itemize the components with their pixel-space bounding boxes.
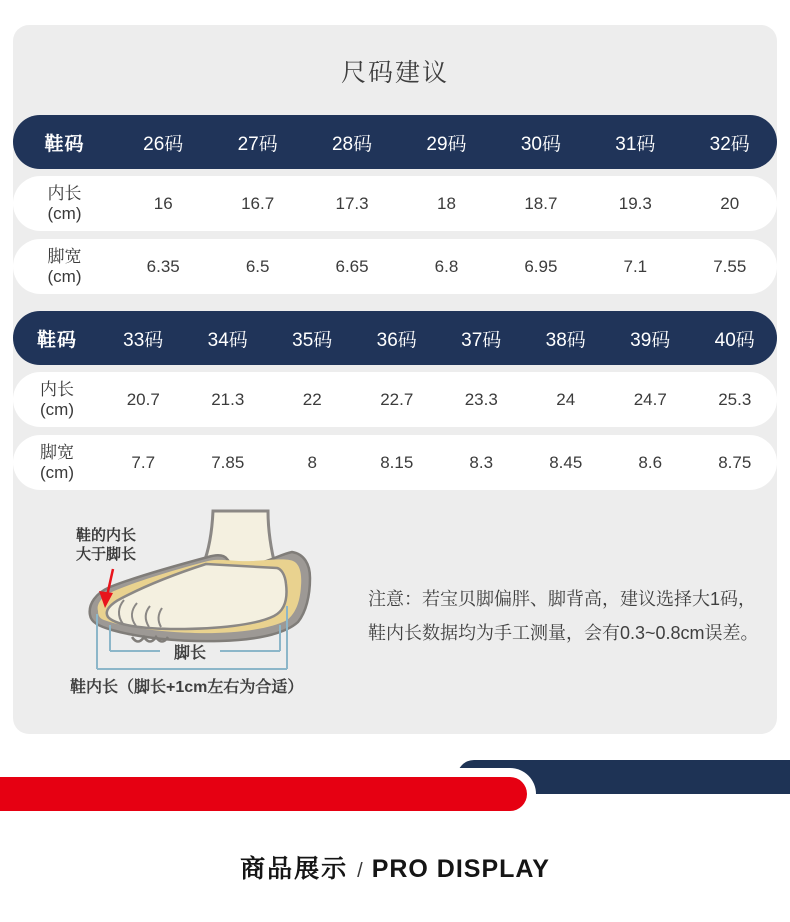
page-title: 尺码建议 [340,59,449,87]
table-value: 19.3 [618,193,652,213]
foot-measure-diagram [60,508,350,708]
table-value: 7.7 [131,452,156,472]
size-table-large [13,311,777,490]
table-value: 21.3 [211,389,245,409]
table-value: 8.3 [469,452,494,472]
note-line-2: 鞋内长数据均为手工测量，会有0.3~0.8cm误差。 [368,623,759,643]
inner-length-row [13,176,777,231]
size-table-large-header [13,311,777,365]
size-guide-card [13,25,777,734]
table-value: 8.45 [549,452,583,472]
corner-label: 鞋码 [44,133,85,155]
row-label: 脚宽 (cm) [40,442,74,482]
table-value: 7.85 [211,452,245,472]
table-value: 17.3 [335,193,369,213]
size-col-header: 29码 [426,133,467,155]
size-table-small-header [13,115,777,169]
size-col-header: 27码 [237,133,278,155]
table-value: 20.7 [126,389,160,409]
table-value: 8.6 [638,452,663,472]
section-divider [0,758,790,811]
separator-slash: / [357,860,363,882]
table-value: 7.1 [623,256,648,276]
table-value: 6.95 [524,256,558,276]
note-line-1: 注意：若宝贝脚偏胖、脚背高，建议选择大1码， [368,589,757,609]
foot-width-row [13,435,777,490]
table-value: 18.7 [524,193,558,213]
section-title-en: PRO DISPLAY [371,855,550,883]
table-value: 6.8 [434,256,459,276]
foot-width-row [13,239,777,294]
size-col-header: 31码 [615,133,656,155]
size-col-header: 38码 [545,329,586,351]
size-col-header: 30码 [520,133,561,155]
size-col-header: 34码 [207,329,248,351]
next-section-heading [0,849,790,885]
table-value: 24 [556,389,576,409]
table-value: 8.15 [380,452,414,472]
divider-red-bar [0,777,527,811]
inner-length-row [13,372,777,427]
table-value: 22 [302,389,322,409]
measure-guide-section [13,508,777,708]
shoe-inner-length-label: 鞋内长（脚长+1cm左右为合适） [70,679,304,696]
size-col-header: 36码 [376,329,417,351]
size-col-header: 33码 [123,329,164,351]
table-value: 7.55 [713,256,747,276]
row-label: 内长 (cm) [47,183,82,223]
row-label: 脚宽 (cm) [47,246,82,286]
table-value: 22.7 [380,389,414,409]
table-value: 6.5 [245,256,270,276]
table-value: 20 [720,193,740,213]
table-value: 18 [437,193,456,213]
table-value: 24.7 [633,389,667,409]
foot-length-label: 脚长 [173,645,206,662]
table-value: 25.3 [718,389,752,409]
size-col-header: 37码 [461,329,502,351]
corner-label: 鞋码 [36,329,77,351]
table-value: 6.35 [146,256,180,276]
size-table-small [13,115,777,294]
table-value: 6.65 [335,256,369,276]
size-note [368,582,777,708]
table-value: 16 [153,193,173,213]
table-value: 8.75 [718,452,752,472]
table-value: 16.7 [241,193,275,213]
row-label: 内长 (cm) [40,379,74,419]
table-value: 8 [307,452,317,472]
inner-longer-annotation: 鞋的内长 大于脚长 [76,527,137,563]
size-col-header: 26码 [143,133,184,155]
size-col-header: 32码 [709,133,750,155]
size-col-header: 40码 [714,329,755,351]
table-value: 23.3 [464,389,498,409]
size-col-header: 35码 [292,329,333,351]
section-title-cn: 商品展示 [240,855,349,883]
size-col-header: 28码 [331,133,373,155]
size-col-header: 39码 [630,329,671,351]
